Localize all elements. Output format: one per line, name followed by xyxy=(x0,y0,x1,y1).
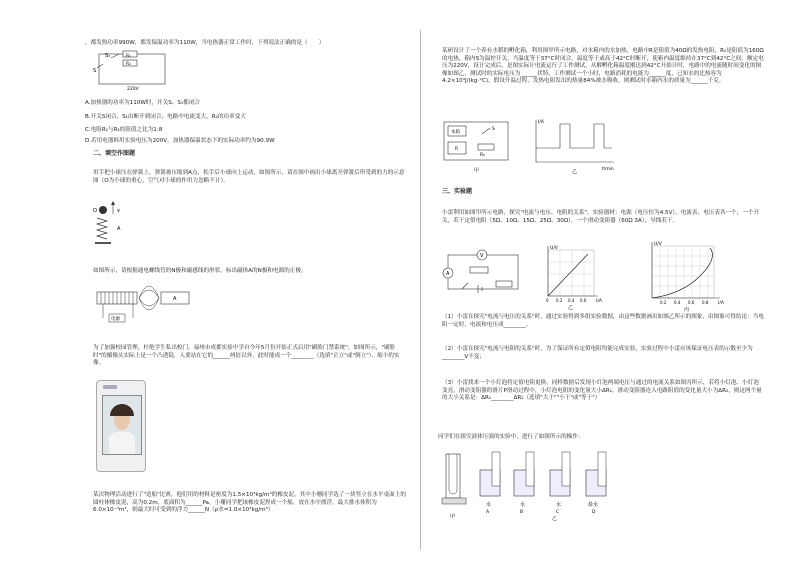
axis-x-label: t/min xyxy=(602,167,614,172)
svg-text:水: 水 xyxy=(520,502,526,508)
option-a: A.加热器的功率为110W时，开关S、S₁都闭合 xyxy=(85,100,200,106)
caption-yi: 乙 xyxy=(572,169,578,175)
incubator-circuit-figure xyxy=(442,120,512,174)
caption-jia: 甲 xyxy=(450,514,456,520)
curve-series xyxy=(652,248,712,298)
question-magnet: 如图所示，请根据通电螺线管的N极和磁感线的形状，标出磁体A的N极和电源的正极。 xyxy=(93,268,307,274)
svg-text:水: 水 xyxy=(486,502,492,508)
magnet-a-label: A xyxy=(173,296,177,302)
spring-icon xyxy=(97,218,107,239)
option-b: B.开关S闭合，S₁由断开到闭合，电路中电流变大，R₂的功率变大 xyxy=(85,114,246,120)
question-clay-boat: 某次物理活动进行了"造船"比赛，他们用的材料是密度为1.5×10³kg/m³的橡皮泥，其中小珊同学选了一块竖立在水平桌面上的圆柱体橡皮泥，高为0.2m，底面积为______Pa，小珊同学把该橡皮泥捏成一个船，放在水中漂浮，最大排水体积为6.0×10⁻⁴m³，则最大时可受到的浮力______N（ρ水=1.0×10³kg/m³） xyxy=(93,492,406,514)
graph-c-tick: 0.2 xyxy=(660,300,667,305)
caption-graph-b: 乙 xyxy=(568,305,574,311)
beaker-a xyxy=(480,452,500,515)
svg-text:C: C xyxy=(556,510,560,515)
label-s: S xyxy=(93,68,97,74)
section-experiment: 三、实验题 xyxy=(442,188,473,195)
question-heater-stem: ，都发热功率990W，都发保温功率为110W，当电热器正常工作时，下列说法正确的是（ ） xyxy=(85,40,325,46)
svg-text:水: 水 xyxy=(556,502,562,508)
graph-b-tick: 0.2 xyxy=(556,298,563,303)
ball-icon xyxy=(99,206,107,214)
axis-y-label: I/A xyxy=(538,120,544,125)
graph-b-tick: 0.4 xyxy=(568,298,575,303)
graph-b-tick: 0.6 xyxy=(580,298,587,303)
left-column xyxy=(85,0,407,562)
beaker-b xyxy=(514,452,534,515)
caption-yi: 乙 xyxy=(552,516,558,522)
label-voltage: 220V xyxy=(127,87,139,92)
label-o: O xyxy=(93,208,97,214)
label-box: 本箱 xyxy=(451,130,460,135)
graph-c-tick: 0.4 xyxy=(674,300,681,305)
column-divider xyxy=(420,30,421,550)
right-column xyxy=(432,0,762,562)
question-incubator: 某研设计了一个养有水稻的孵化箱，利用图甲所示电路，对水箱内的水加热，电路中R是阻值为40Ω的发热电阻，R₀是阻值为160Ω的电热，箱内S为温控开关，当温度等于37°C时闭合，温度等于或高于42°C时断开，使箱内温度维持在37°C到42°C之间；额定电压为220V，设计完成后，是图实际计电流运行了工作测试，从解孵化箱温度刚达到42°C开始计时，电路中的电流随时间变化的图像如图乙，测试时的实际电压为______伏特，工作测试一个小时，电路消耗的电能为______度，已知水的比热容为4.2×10³J/(kg·°C)，假设升温过程，发热电阻发出的热量84%被水吸收，则测试时水箱内水的质量为______千克。 xyxy=(442,48,764,85)
question-experiment-1: （1）小雷在探究"电流与电压的关系"时，通过实验得到多组实验数据，由这些数据画出如图乙所示的图象，由图象可得结论：当电阻一定时，电流和电压成________。 xyxy=(442,314,764,328)
svg-text:V: V xyxy=(480,253,484,259)
svg-text:A: A xyxy=(486,510,490,515)
label-a: A xyxy=(117,226,121,232)
option-d: D.若用电器料用实验电压为200V，加热器保温状态下的实际功率约为90.9W xyxy=(85,138,275,144)
experiment-circuit-figure xyxy=(442,245,522,305)
face-photo xyxy=(102,395,142,455)
graph-c-tick: 0.6 xyxy=(688,300,695,305)
graph-c-tick: 0.8 xyxy=(702,300,709,305)
heater-circuit-diagram xyxy=(93,50,173,92)
label-v: v xyxy=(117,208,120,214)
liquid-pressure-figure xyxy=(442,448,642,522)
beaker-d xyxy=(586,452,606,515)
current-time-graph xyxy=(530,118,620,174)
label-r0: R₀ xyxy=(480,153,485,158)
caption-jia: 甲 xyxy=(474,168,480,174)
graph-c-x-label: I/A xyxy=(718,301,724,306)
spring-ball-figure xyxy=(95,200,135,244)
question-experiment-3: （3）小雷找来一个小灯泡将定值电阻更换，同样数据后发现小灯泡两端电压与通过的电流关系如图丙所示，若将小灯泡、小灯泡变亮，滑动变阻器的滑片P滑动过程中，小灯泡电阻的变化量大小ΔR₁，滑动变阻器连入电路阻值的变化量大小为ΔR₂，则这两个量的大小关系是：ΔR₁________ΔR₂（选填"大于""小于"或"等于"） xyxy=(442,380,762,402)
label-s: S xyxy=(492,127,495,132)
svg-text:A: A xyxy=(446,271,450,277)
question-spring-ball: 用手把小球压在弹簧上，弹簧被压缩到A点，松手后小球向上运动，如图所示，请在图中画出小球离开弹簧后所受到的力的示意图（O为小球的重心，空气对小球的作用力忽略不计）。 xyxy=(93,170,405,184)
label-r2: R₂ xyxy=(126,62,131,67)
question-liquid-pressure: 同学们在探究液体压强的实验中，进行了如图所示的操作： xyxy=(438,434,584,440)
linear-series xyxy=(548,254,588,296)
graph-bing-curve xyxy=(642,240,732,312)
svg-text:B: B xyxy=(520,510,524,515)
graph-b-y-label: U/V xyxy=(550,246,558,251)
graph-c-y-label: U/V xyxy=(654,242,662,247)
device-logo-icon xyxy=(103,385,117,389)
beaker-c xyxy=(550,452,570,515)
svg-text:盐水: 盐水 xyxy=(588,502,599,508)
caption-graph-c: 丙 xyxy=(684,307,690,313)
question-experiment: 小雷利用如图甲所示电路，探究"电流与电压、电阻的关系"，实验器材：电源（电压恒为4.5V）、电流表、电压表各一个，一个开关，若干定值电阻（5Ω、10Ω、15Ω、25Ω、30Ω），一个滑动变阻器（60Ω 3A），导线若干。 xyxy=(442,210,760,224)
face-recognition-device xyxy=(96,380,146,472)
svg-text:D: D xyxy=(592,510,596,515)
label-r1: R₁ xyxy=(126,54,131,59)
graph-yi-linear xyxy=(538,244,608,310)
section-fill-in: 二、填空作图题 xyxy=(93,150,136,157)
solenoid-magnet-figure xyxy=(95,280,205,326)
graph-b-x-label: I/A xyxy=(596,299,602,304)
question-experiment-2: （2）小雷在探究"电流与电阻的关系"时，为了保证所有定值电阻均能完成实验，实验过程中小雷应该保证电压表的示数至少为________V不变； xyxy=(442,346,753,360)
graph-b-tick: 0 xyxy=(546,298,549,303)
question-face-camera: 为了加强校园管理，杜绝学生私出校门，福州市成都实验中学自今年5月份开始正式启用"刷脸门禁系统"。如图所示，"刷脸时"的摄像头实际上是一个凸透镜，人要站在它的______两倍以外，此时能成一个________（选填"正立"或"倒立"）、缩小的实像。 xyxy=(93,345,400,367)
option-c: C.电阻R₁与R₂的阻值之比为1:8 xyxy=(85,127,163,133)
label-s1: S₁ xyxy=(105,53,111,59)
power-source-label: 电源 xyxy=(111,317,120,322)
label-r: R xyxy=(455,147,459,152)
